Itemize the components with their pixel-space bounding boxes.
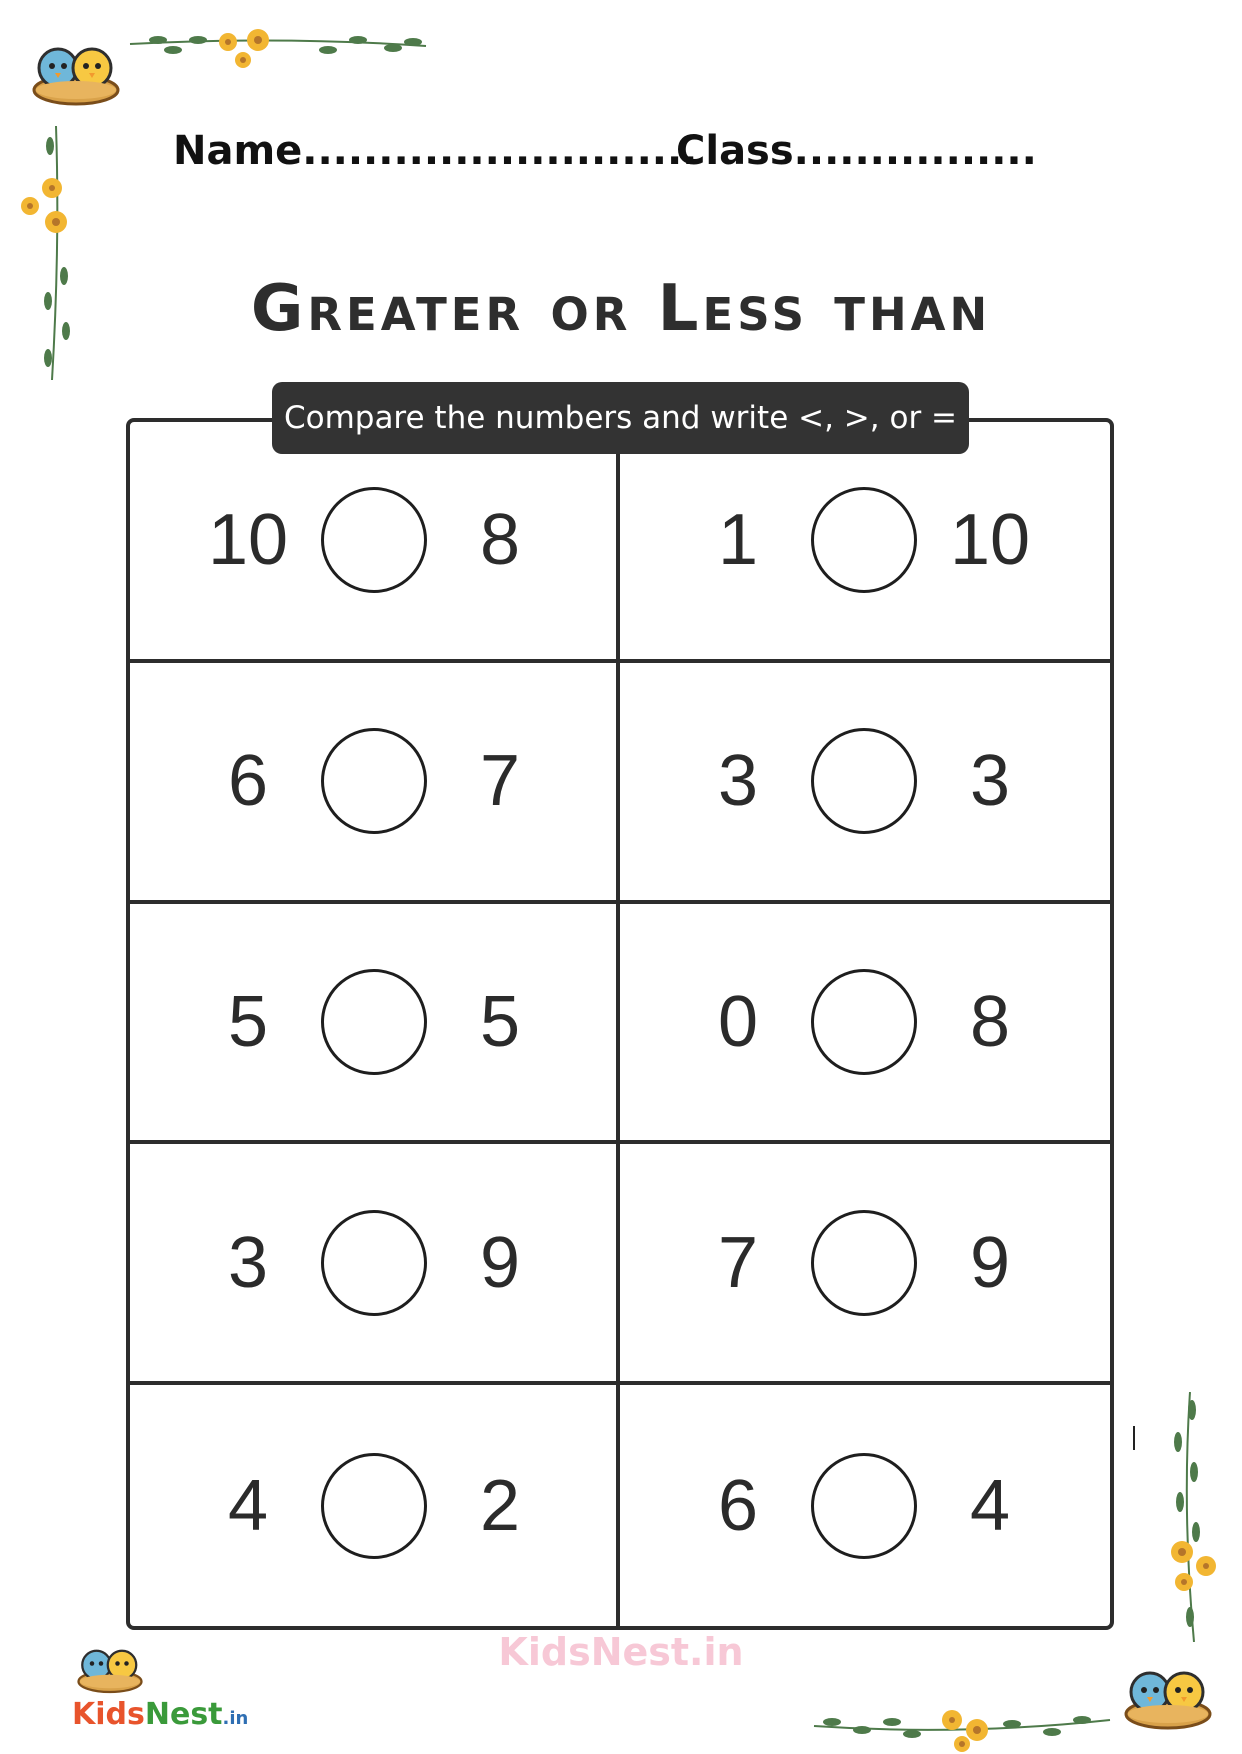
right-number: 9 [969,1222,1011,1303]
bird-nest-icon [28,36,124,108]
problem-cell [130,1144,620,1385]
right-number: 8 [969,981,1011,1062]
logo-in: .in [222,1708,249,1729]
left-number: 0 [717,981,759,1062]
class-field[interactable]: Class................ [676,128,1037,174]
flower-vine-icon [812,1690,1112,1754]
comparison-grid [126,418,1114,1630]
problem-cell [130,1385,620,1626]
logo-nest: Nest [144,1697,223,1732]
answer-circle[interactable] [321,487,427,593]
problem-cell [620,663,1110,904]
right-number: 9 [479,1222,521,1303]
bird-nest-icon [74,1640,146,1696]
left-number: 3 [227,1222,269,1303]
name-field[interactable]: Name.......................... [173,128,698,174]
answer-circle[interactable] [321,1210,427,1316]
answer-circle[interactable] [811,728,917,834]
left-number: 6 [227,741,269,822]
problem-cell [130,904,620,1145]
right-number: 2 [479,1465,521,1546]
right-number: 8 [479,500,521,581]
right-number: 10 [949,500,1031,581]
flower-vine-icon [1130,1392,1220,1642]
problem-cell [620,904,1110,1145]
flower-vine-icon [128,18,428,78]
right-number: 4 [969,1465,1011,1546]
answer-circle[interactable] [811,969,917,1075]
answer-circle[interactable] [811,1210,917,1316]
bird-nest-icon [1120,1660,1216,1732]
worksheet-title: Greater or Less than [250,272,992,346]
problem-cell [130,422,620,663]
logo-wordmark [72,1697,248,1732]
left-number: 1 [717,500,759,581]
answer-circle[interactable] [811,487,917,593]
left-number: 7 [717,1222,759,1303]
right-number: 7 [479,741,521,822]
problem-cell [620,1144,1110,1385]
problem-cell [620,1385,1110,1626]
right-number: 3 [969,741,1011,822]
logo-kids: Kids [72,1697,145,1732]
answer-circle[interactable] [321,969,427,1075]
left-number: 5 [227,981,269,1062]
right-number: 5 [479,981,521,1062]
answer-circle[interactable] [811,1453,917,1559]
problem-cell [130,663,620,904]
left-number: 3 [717,741,759,822]
left-number: 6 [717,1465,759,1546]
left-number: 4 [227,1465,269,1546]
instruction-banner: Compare the numbers and write <, >, or = [272,382,969,454]
answer-circle[interactable] [321,1453,427,1559]
problem-cell [620,422,1110,663]
answer-circle[interactable] [321,728,427,834]
left-number: 10 [207,500,289,581]
watermark: KidsNest.in [498,1630,744,1674]
